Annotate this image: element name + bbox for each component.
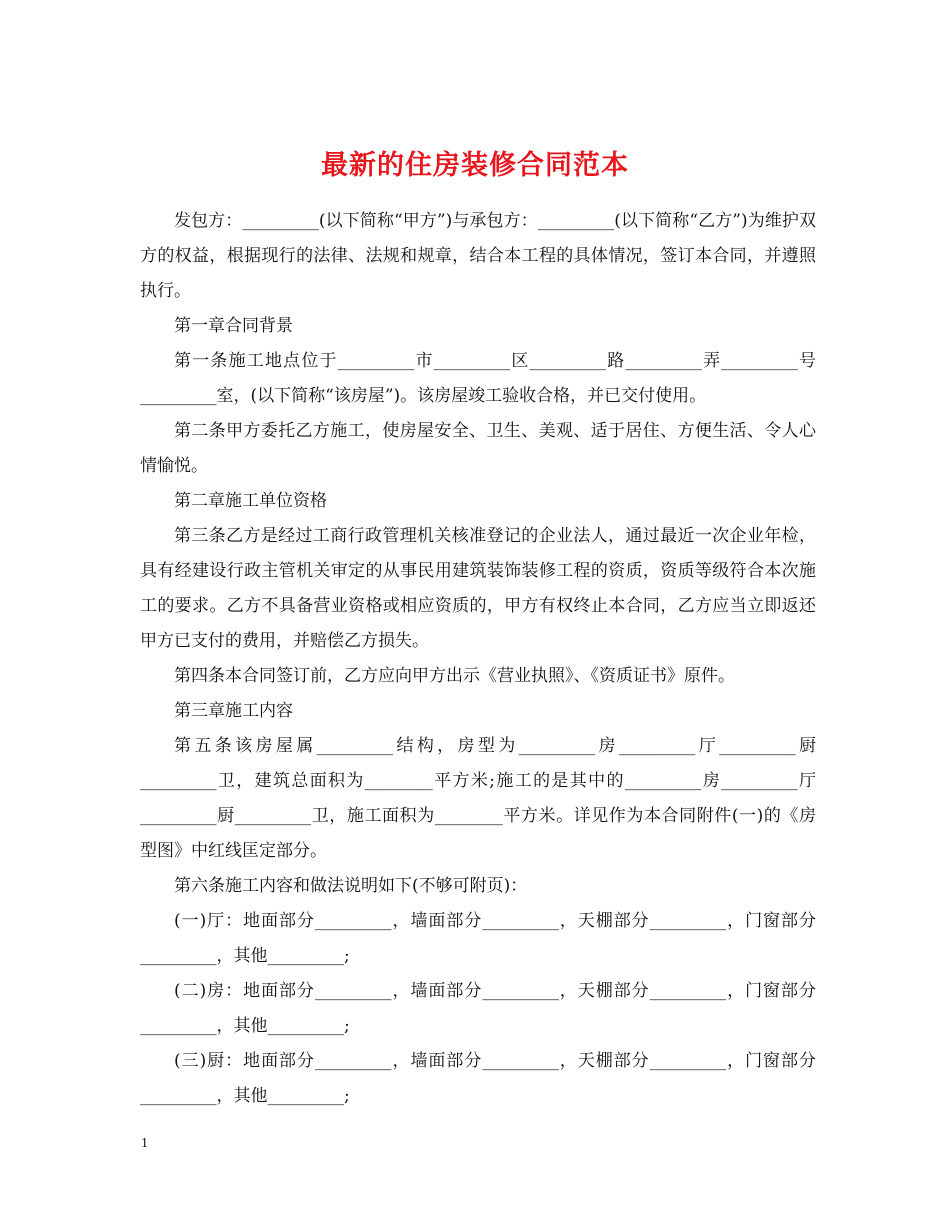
article-4: 第四条本合同签订前，乙方应向甲方出示《营业执照》、《资质证书》原件。 [174,666,735,686]
chapter-2-heading: 第二章施工单位资格 [174,491,327,511]
article-6-item-room: (二)房：地面部分_________，墙面部分_________，天棚部分_________，门窗部分_________，其他_________; [140,981,816,1036]
article-6-item-kitchen: (三)厨：地面部分_________，墙面部分_________，天棚部分_________，门窗部分_________，其他_________; [140,1051,816,1106]
chapter-1-heading: 第一章合同背景 [174,316,293,336]
article-6-item-hall: (一)厅：地面部分_________，墙面部分_________，天棚部分_________，门窗部分_________，其他_________; [140,911,816,966]
paragraph-preamble: 发包方：_________(以下简称“甲方”)与承包方：_________(以下简称“乙方”)为维护双方的权益，根据现行的法律、法规和规章，结合本工程的具体情况，签订本合同，并遵照执行。 [140,211,816,301]
article-6: 第六条施工内容和做法说明如下(不够可附页)： [174,876,528,896]
article-3: 第三条乙方是经过工商行政管理机关核准登记的企业法人，通过最近一次企业年检，具有经建设行政主管机关审定的从事民用建筑装饰装修工程的资质，资质等级符合本次施工的要求。乙方不具备营业资格或相应资质的，甲方有权终止本合同，乙方应当立即返还甲方已支付的费用，并赔偿乙方损失。 [140,526,816,651]
document-title: 最新的住房装修合同范本 [321,150,629,182]
chapter-3-heading: 第三章施工内容 [174,701,293,721]
article-1: 第一条施工地点位于_________市_________区_________路_________弄_________号_________室，(以下简称“该房屋”)。该房屋竣工验收合格，并已交付使用。 [140,351,816,406]
article-2: 第二条甲方委托乙方施工，使房屋安全、卫生、美观、适于居住、方便生活、令人心情愉悦。 [140,421,816,476]
contract-body [140,204,816,1114]
article-5: 第五条该房屋属_________结构，房型为_________房_________厅_________厨_________卫，建筑总面积为________平方米;施工的是其中的_________房_________厅_________厨_________卫，施工面积为________平方米。详见作为本合同附件(一)的《房型图》中红线匡定部分。 [140,736,816,861]
page-number: 1 [141,1136,148,1151]
